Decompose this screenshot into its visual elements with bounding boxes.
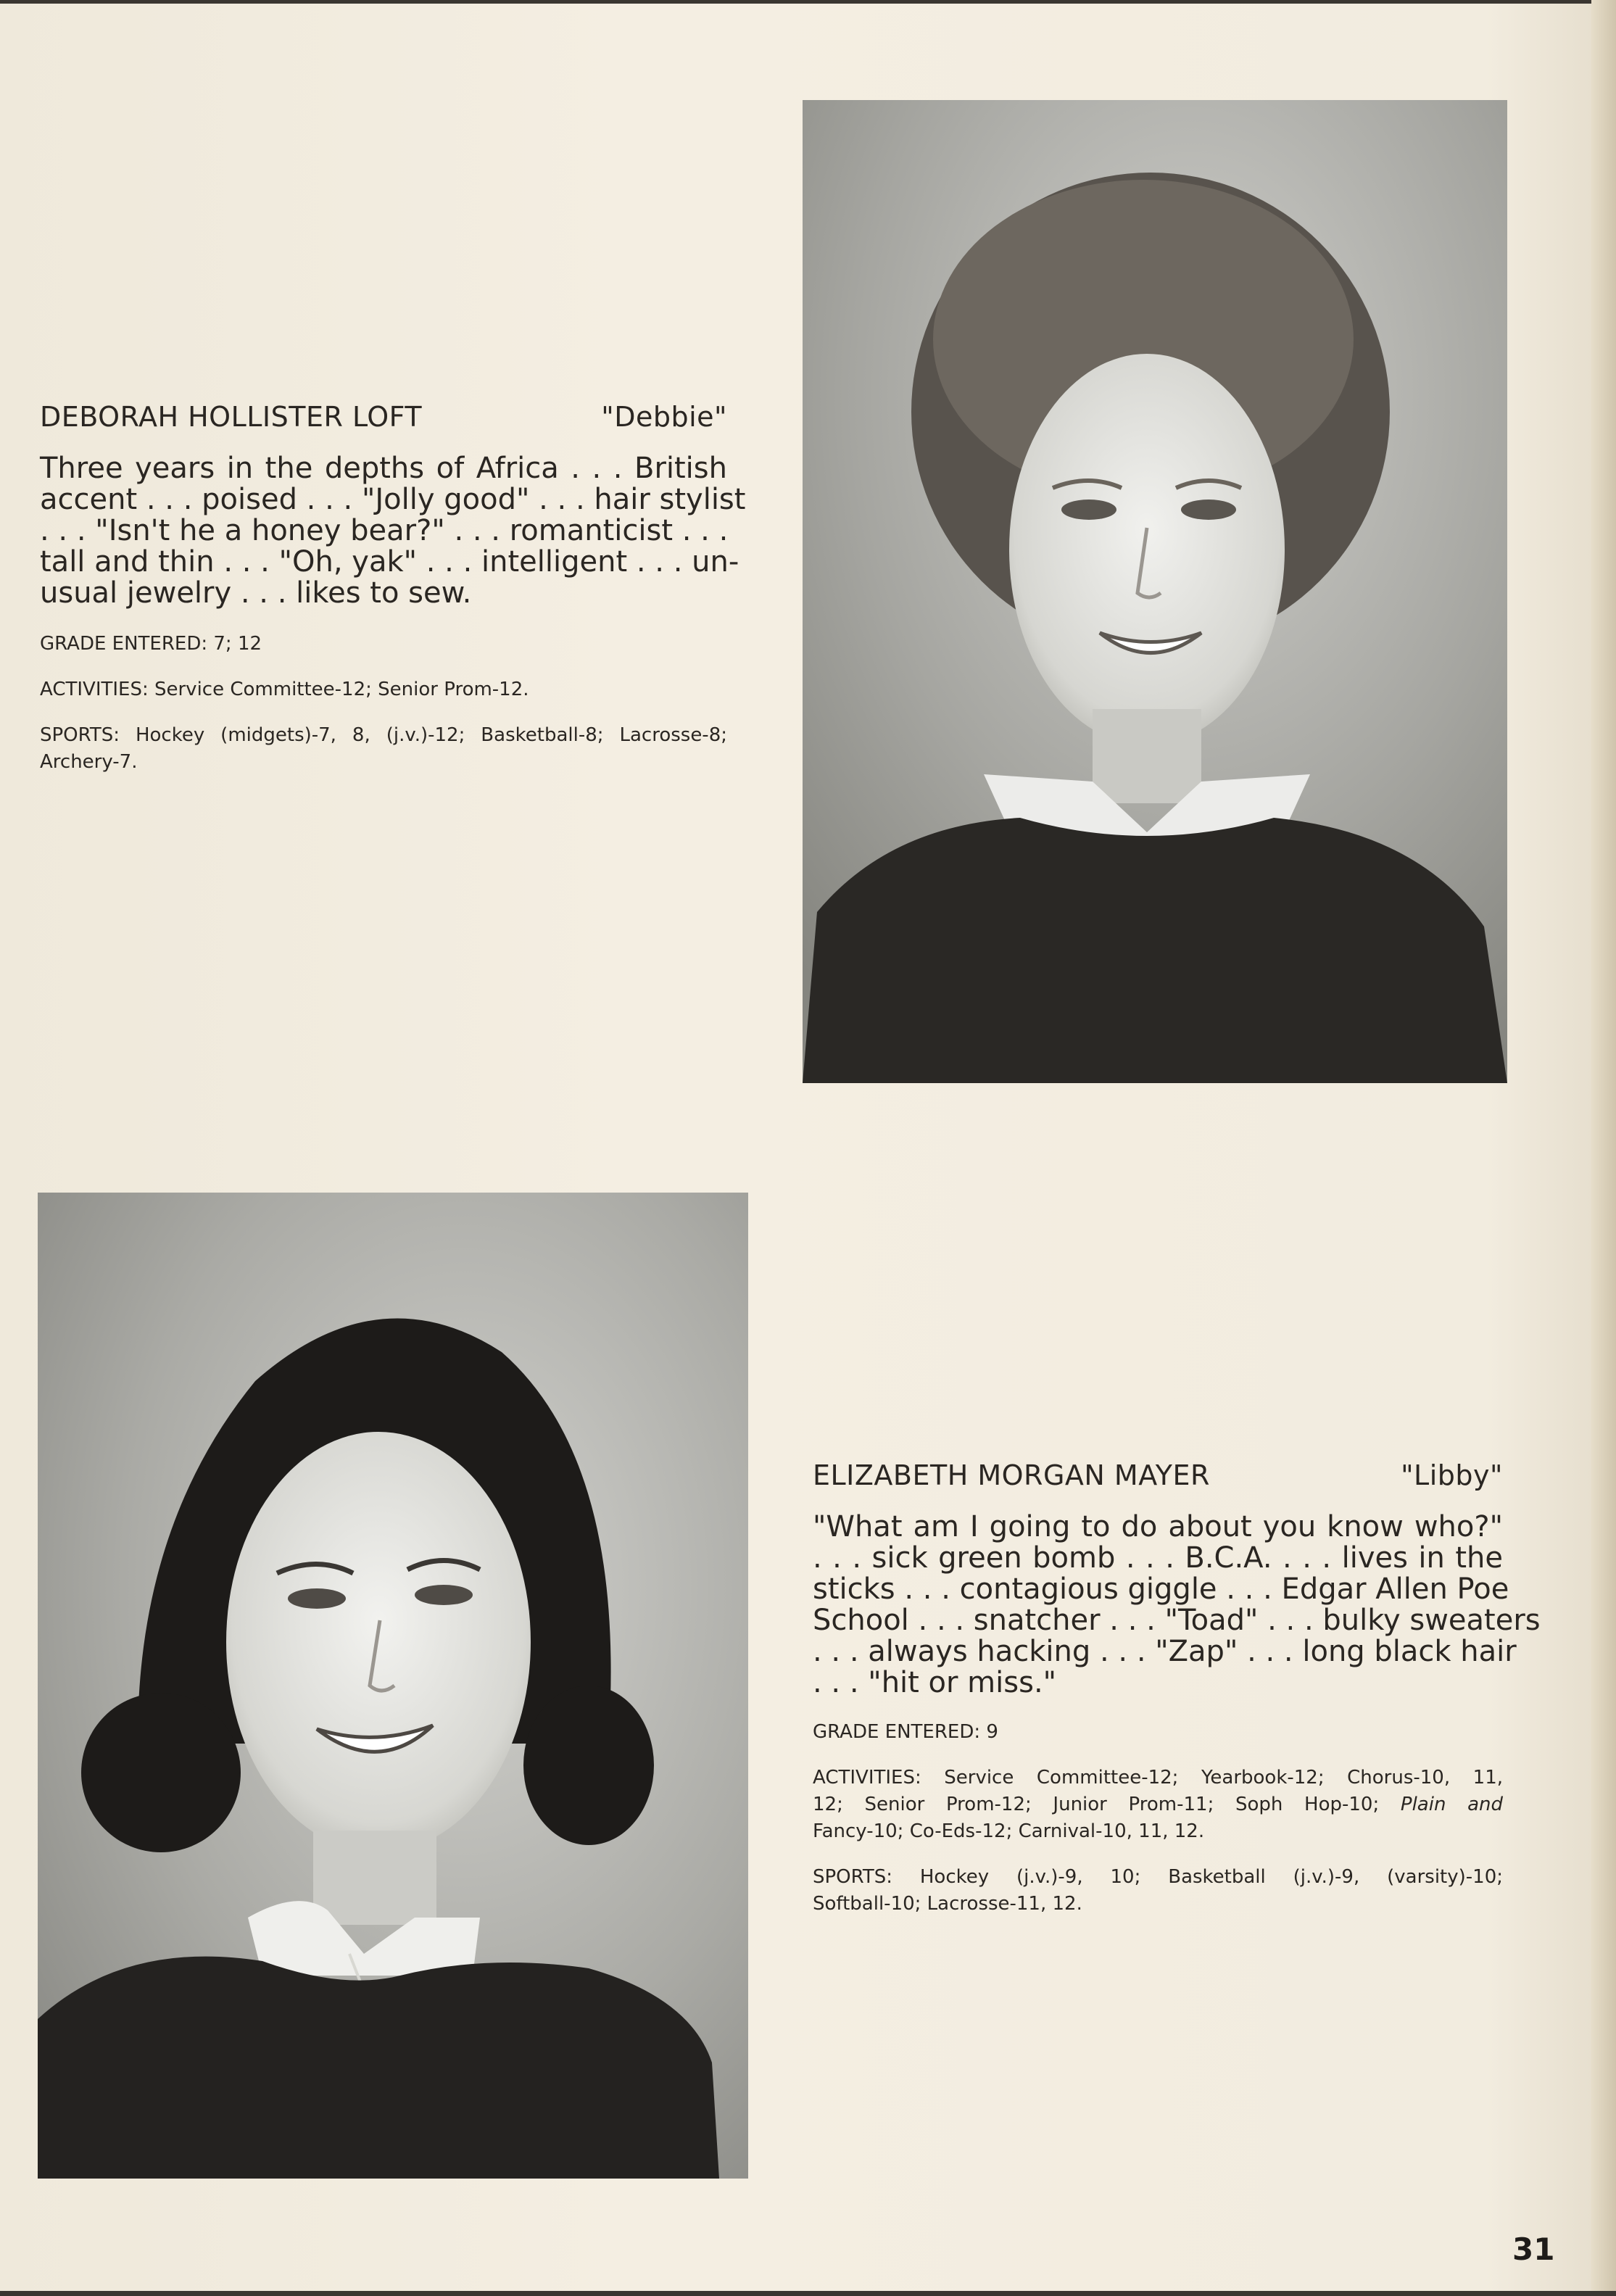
description-line: School . . . snatcher . . . "Toad" . . . bulky sweaters <box>813 1604 1541 1637</box>
activities-line: Fancy-10; Co-Eds-12; Carnival-10, 11, 12. <box>813 1820 1205 1842</box>
grade-entered-text: GRADE ENTERED: 7; 12 <box>40 633 262 655</box>
description-line: sticks . . . contagious giggle . . . Edgar Allen Poe <box>813 1572 1509 1606</box>
page-bottom-edge <box>0 2291 1616 2296</box>
student-entry-2 <box>813 1459 1541 1918</box>
description-line: "What am I going to do about you know who?" <box>813 1510 1503 1543</box>
grade-entered <box>813 1719 1503 1746</box>
portrait-photo-2 <box>38 1193 748 2179</box>
description-line: . . . always hacking . . . "Zap" . . . long black hair <box>813 1635 1517 1668</box>
page-number: 31 <box>1512 2231 1555 2267</box>
student-name-row <box>40 401 727 437</box>
activities-line-2 <box>813 1791 1503 1818</box>
student-nickname: "Libby" <box>1401 1459 1503 1491</box>
sports-line: SPORTS: Hockey (midgets)-7, 8, (j.v.)-12; Basketball-8; Lacrosse-8; <box>40 724 727 746</box>
description-line: . . . "hit or miss." <box>813 1666 1057 1699</box>
activities-line: ACTIVITIES: Service Committee-12; Senior Prom-12. <box>40 679 529 700</box>
portrait-2-drawing <box>38 1193 748 2179</box>
sports-line: Archery-7. <box>40 751 138 773</box>
grade-entered <box>40 631 727 658</box>
activities-italic-title: Plain and <box>1400 1794 1504 1815</box>
description-line: tall and thin . . . "Oh, yak" . . . intelligent . . . un- <box>40 545 739 579</box>
activities <box>813 1765 1503 1845</box>
page-binding-edge <box>1591 0 1616 2296</box>
student-nickname: "Debbie" <box>601 401 727 433</box>
activities-line-text: 12; Senior Prom-12; Junior Prom-11; Soph Hop-10; <box>813 1794 1380 1815</box>
student-description <box>40 452 746 610</box>
student-description <box>813 1510 1541 1699</box>
grade-entered-text: GRADE ENTERED: 9 <box>813 1721 998 1743</box>
portrait-1-drawing <box>803 100 1507 1083</box>
activities <box>40 676 727 703</box>
sports <box>40 722 727 776</box>
description-line: Three years in the depths of Africa . . . British <box>40 452 727 485</box>
description-line: . . . sick green bomb . . . B.C.A. . . . lives in the <box>813 1541 1503 1575</box>
description-line: accent . . . poised . . . "Jolly good" . . . hair stylist <box>40 483 746 516</box>
student-name-row <box>813 1459 1503 1496</box>
sports-line: SPORTS: Hockey (j.v.)-9, 10; Basketball (j.v.)-9, (varsity)-10; <box>813 1866 1503 1888</box>
student-entry-1 <box>40 401 746 776</box>
description-line: usual jewelry . . . likes to sew. <box>40 576 472 610</box>
activities-line: ACTIVITIES: Service Committee-12; Yearbook-12; Chorus-10, 11, <box>813 1767 1503 1789</box>
portrait-photo-1 <box>803 100 1507 1083</box>
student-name: DEBORAH HOLLISTER LOFT <box>40 401 423 433</box>
page-top-edge <box>0 0 1616 4</box>
sports-line: Softball-10; Lacrosse-11, 12. <box>813 1893 1082 1915</box>
description-line: . . . "Isn't he a honey bear?" . . . romanticist . . . <box>40 514 729 547</box>
sports <box>813 1864 1503 1918</box>
student-name: ELIZABETH MORGAN MAYER <box>813 1459 1210 1491</box>
